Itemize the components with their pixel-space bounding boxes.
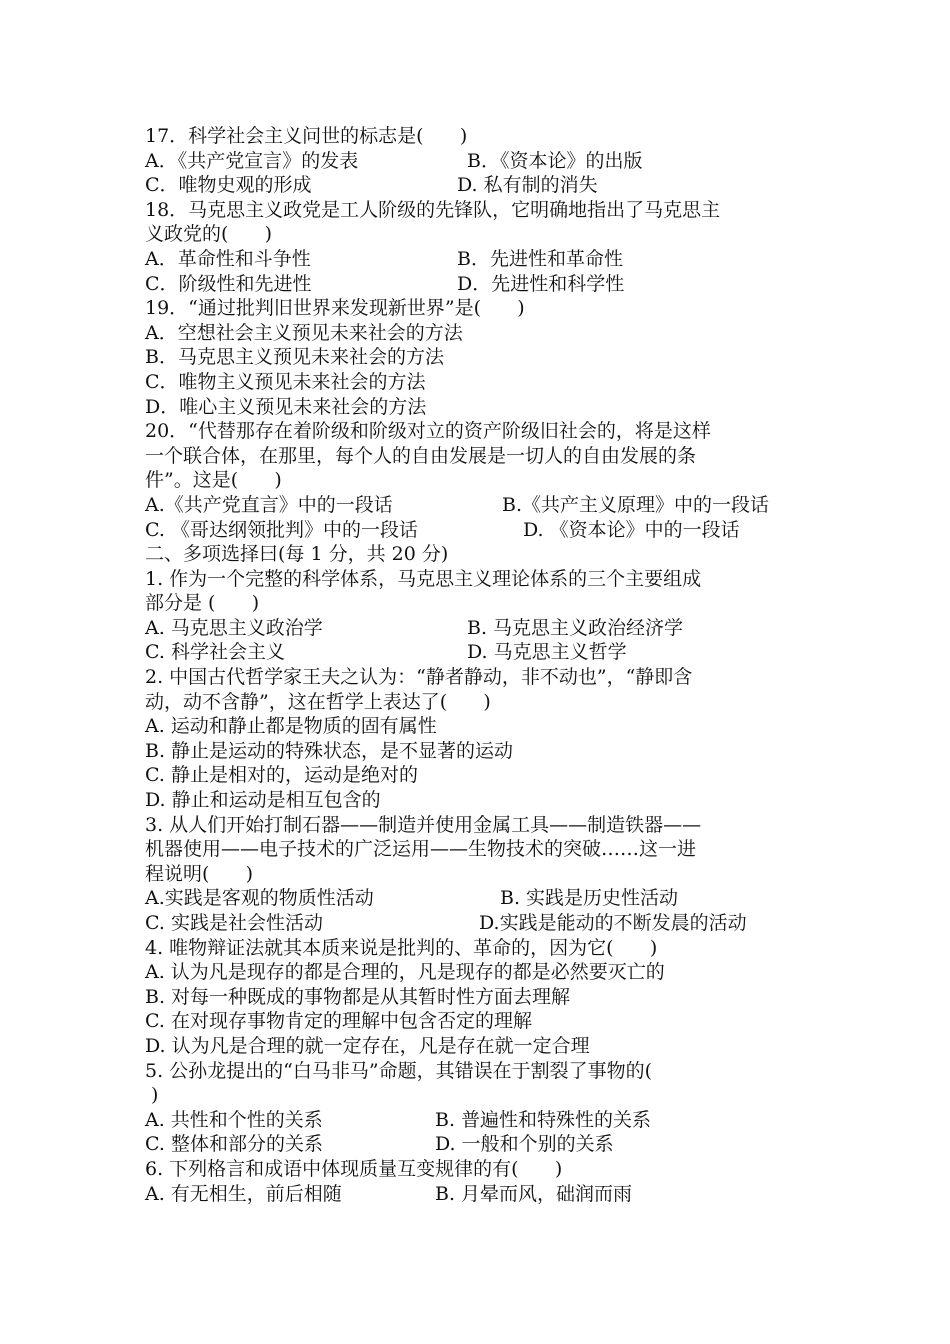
option-text: A. 有无相生，前后相随 — [145, 1182, 342, 1205]
text-line: 一个联合体，在那里，每个人的自由发展是一切人的自由发展的条 — [145, 444, 697, 467]
option-row — [145, 1132, 825, 1157]
option-text: C. 《哥达纲领批判》中的一段话 — [145, 518, 418, 541]
option-row — [145, 272, 825, 297]
text-line: D. 静止和运动是相互包含的 — [145, 789, 381, 812]
text-line: C．唯物主义预见未来社会的方法 — [145, 370, 426, 393]
option-row — [145, 173, 825, 198]
option-text: B．《资本论》的出版 — [467, 149, 643, 172]
text-line: 义政党的( ) — [145, 223, 273, 246]
text-line: B．马克思主义预见未来社会的方法 — [145, 346, 444, 369]
option-text: D. 私有制的消失 — [457, 174, 598, 197]
option-row — [145, 616, 825, 641]
text-line: 1. 作为一个完整的科学体系，马克思主义理论体系的三个主要组成 — [145, 567, 702, 590]
option-row — [145, 247, 825, 272]
text-line: B. 对每一种既成的事物都是从其暂时性方面去理解 — [145, 985, 571, 1008]
text-line: 17．科学社会主义问世的标志是( ) — [145, 125, 468, 147]
text-line: 4. 唯物辩证法就其本质来说是批判的、革命的，因为它( ) — [145, 936, 658, 959]
option-text: A.实践是客观的物质性活动 — [145, 887, 374, 910]
option-text: D．先进性和科学性 — [457, 272, 625, 295]
text-line: ) — [145, 1084, 159, 1107]
option-row — [145, 518, 825, 543]
option-text: B. 月晕而风，础润而雨 — [435, 1182, 633, 1205]
option-text: D. 《资本论》中的一段话 — [523, 518, 740, 541]
option-row — [145, 1108, 825, 1133]
option-text: B. 普遍性和特殊性的关系 — [435, 1108, 652, 1131]
option-row — [145, 640, 825, 665]
text-line: C. 静止是相对的，运动是绝对的 — [145, 764, 418, 787]
option-text: B. 实践是历史性活动 — [500, 887, 679, 910]
text-line: C. 在对现存事物肯定的理解中包含否定的理解 — [145, 1010, 532, 1033]
option-text: D. 马克思主义哲学 — [467, 641, 627, 664]
option-text: A.《共产党直言》中的一段话 — [145, 493, 393, 516]
option-text: A．革命性和斗争性 — [145, 247, 311, 270]
option-text: B．先进性和革命性 — [457, 247, 623, 270]
text-line: 6. 下列格言和成语中体现质量互变规律的有( ) — [145, 1157, 563, 1180]
text-line: D. 认为凡是合理的就一定存在，凡是存在就一定合理 — [145, 1034, 590, 1057]
text-line: 机器使用——电子技术的广泛运用——生物技术的突破……这一进 — [145, 838, 697, 861]
text-line: 20．“代替那存在着阶级和阶级对立的资产阶级旧社会的，将是这样 — [145, 420, 711, 443]
text-line: 二、多项选择曰(每 1 分，共 20 分) — [145, 543, 449, 566]
text-line: 动，动不含静”，这在哲学上表达了( ) — [145, 690, 491, 713]
option-text: A. 共性和个性的关系 — [145, 1108, 323, 1131]
option-row — [145, 493, 825, 518]
option-text: D.实践是能动的不断发晨的活动 — [479, 912, 747, 934]
option-text: C. 整体和部分的关系 — [145, 1133, 323, 1156]
text-line: 部分是 ( ) — [145, 592, 260, 615]
exam-page — [145, 124, 825, 1206]
option-row — [145, 1182, 825, 1207]
option-text: A．《共产党宣言》的发表 — [145, 149, 359, 172]
text-line: 2. 中国古代哲学家王夫之认为：“静者静动，非不动也”，“静即含 — [145, 666, 693, 689]
option-text: B.《共产主义原理》中的一段话 — [502, 493, 770, 516]
text-line: 18．马克思主义政党是工人阶级的先锋队，它明确地指出了马克思主 — [145, 198, 721, 221]
option-text: D. 一般和个别的关系 — [435, 1133, 614, 1156]
text-line: 19．“通过批判旧世界来发现新世界”是( ) — [145, 297, 525, 320]
text-line: 程说明( ) — [145, 862, 254, 885]
option-text: C. 实践是社会性活动 — [145, 912, 323, 934]
option-row — [145, 911, 825, 936]
option-text: C．唯物史观的形成 — [145, 174, 312, 197]
option-text: A. 马克思主义政治学 — [145, 616, 323, 639]
option-text: C．阶级性和先进性 — [145, 272, 312, 295]
text-line: 3. 从人们开始打制石器——制造并使用金属工具——制造铁器—— — [145, 813, 702, 836]
option-row — [145, 149, 825, 174]
text-line: A．空想社会主义预见未来社会的方法 — [145, 321, 463, 344]
option-text: C. 科学社会主义 — [145, 641, 285, 664]
text-line: 5. 公孙龙提出的“白马非马”命题，其错误在于割裂了事物的( — [145, 1059, 653, 1082]
text-line: A. 认为凡是现存的都是合理的，凡是现存的都是必然要灭亡的 — [145, 961, 665, 984]
option-text: B. 马克思主义政治经济学 — [467, 616, 684, 639]
option-row — [145, 886, 825, 911]
text-line: A. 运动和静止都是物质的固有属性 — [145, 715, 437, 738]
text-line: D．唯心主义预见未来社会的方法 — [145, 395, 427, 418]
text-line: 件”。这是( ) — [145, 469, 282, 492]
text-line: B. 静止是运动的特殊状态，是不显著的运动 — [145, 739, 514, 762]
